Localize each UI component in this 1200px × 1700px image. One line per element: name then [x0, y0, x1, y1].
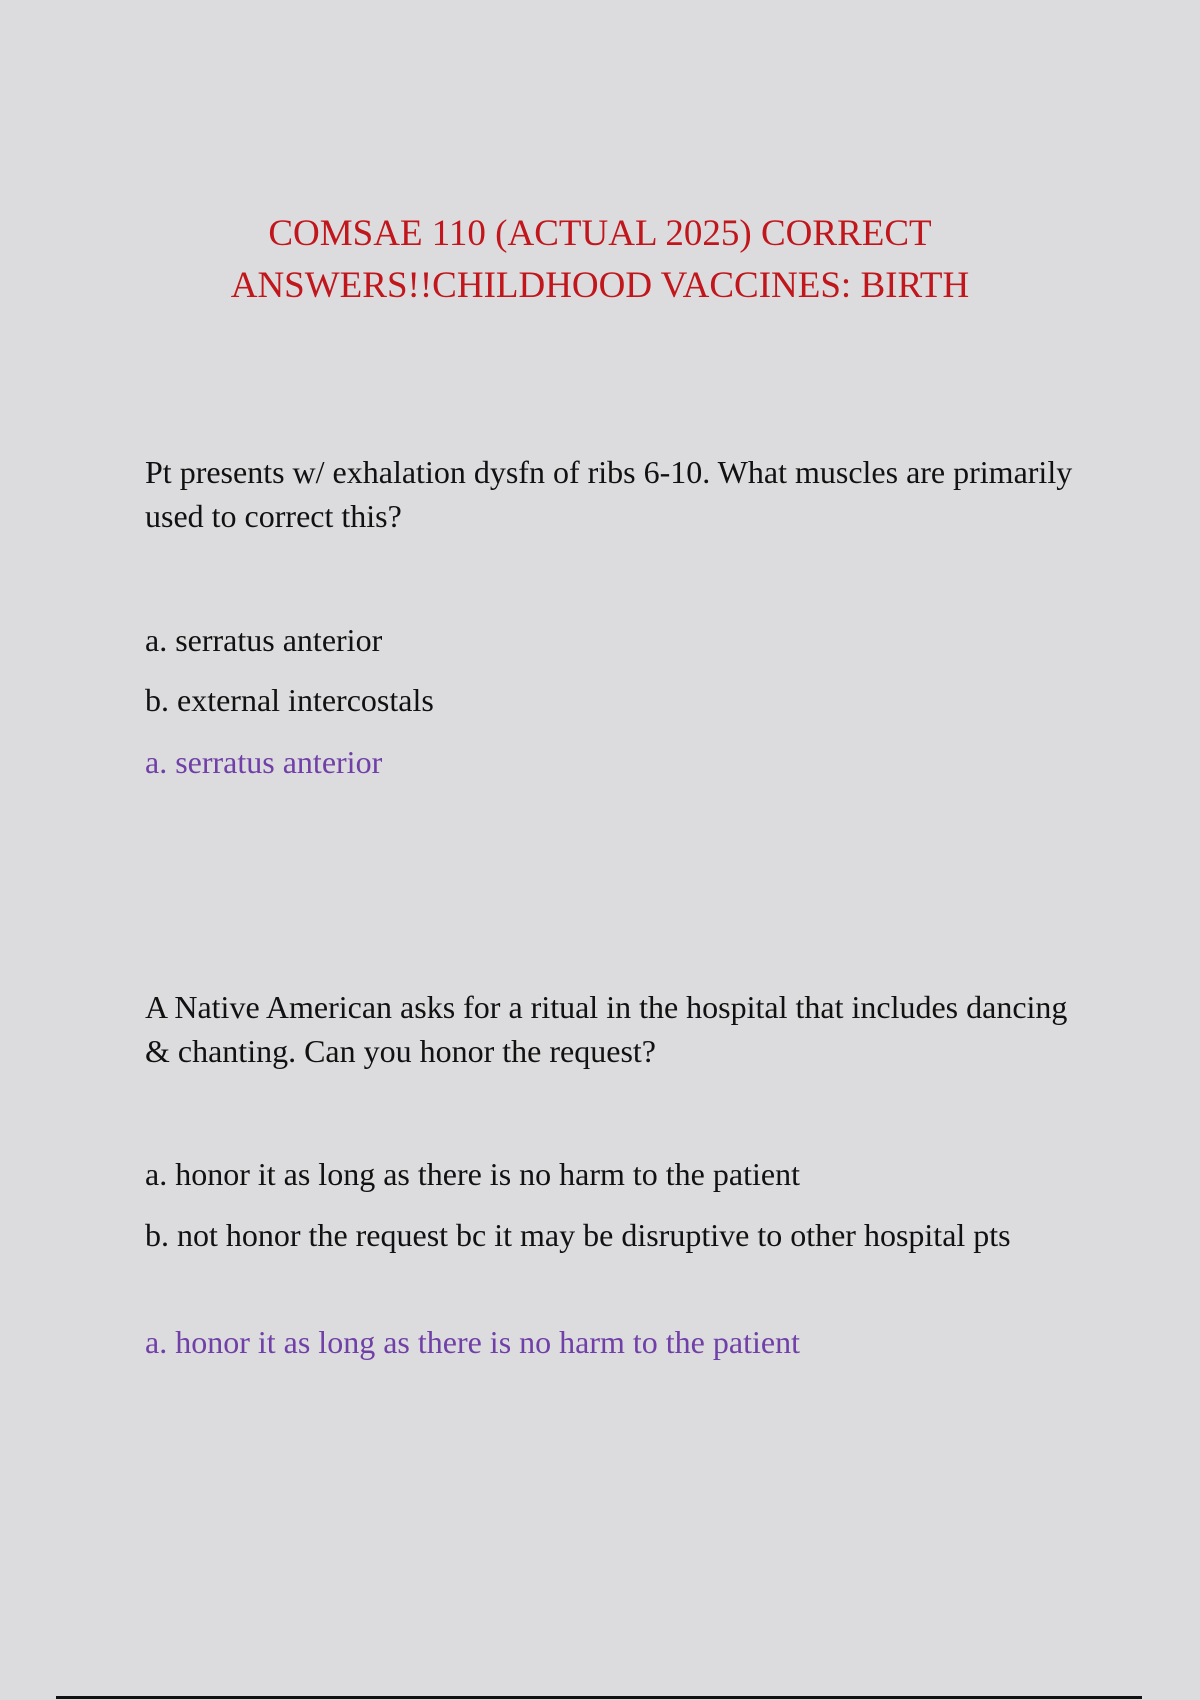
title-line-2: ANSWERS!!CHILDHOOD VACCINES: BIRTH — [230, 265, 970, 306]
question-1-option-b: b. external intercostals — [145, 682, 434, 718]
title-line-1: COMSAE 110 (ACTUAL 2025) CORRECT — [268, 213, 932, 254]
document-title — [0, 208, 1200, 312]
question-1-text: Pt presents w/ exhalation dysfn of ribs 6-10. What muscles are primarily used to correct this? — [145, 454, 1073, 534]
question-1-option-a: a. serratus anterior — [145, 622, 383, 658]
question-2-answer: a. honor it as long as there is no harm to the patient — [145, 1324, 800, 1360]
question-1-answer: a. serratus anterior — [145, 744, 383, 780]
question-2-option-b: b. not honor the request bc it may be disruptive to other hospital pts — [145, 1217, 1011, 1253]
footer-divider — [56, 1696, 1142, 1699]
question-2-option-a: a. honor it as long as there is no harm to the patient — [145, 1156, 800, 1192]
question-2-text: A Native American asks for a ritual in the hospital that includes dancing & chanting. Can you honor the request? — [145, 989, 1068, 1069]
